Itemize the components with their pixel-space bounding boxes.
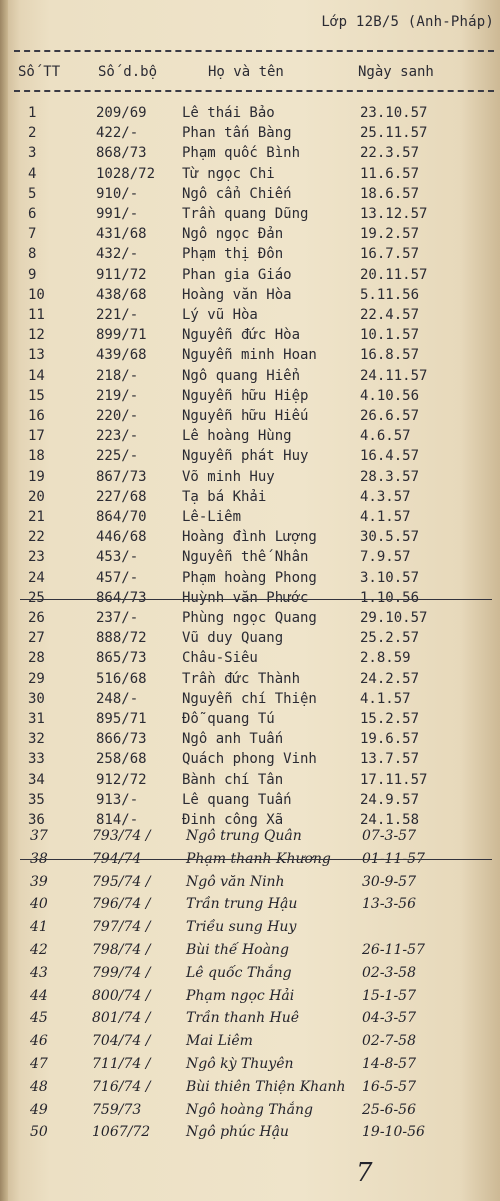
table-row: [0, 849, 500, 867]
row-stt: 33: [28, 751, 45, 768]
row-stt: 35: [28, 791, 45, 808]
row-dob: 15.2.57: [360, 711, 420, 727]
row-stt: 28: [28, 650, 45, 667]
table-row: [0, 791, 500, 809]
class-label: Lớp 12B/5 (Anh-Pháp): [321, 14, 494, 30]
row-name: Nguyễn minh Hoan: [182, 347, 317, 364]
row-so-dbo: 516/68: [96, 670, 147, 687]
row-stt: 49: [30, 1101, 48, 1118]
row-dob: 14-8-57: [362, 1056, 416, 1072]
table-row: [0, 940, 500, 958]
row-name: Phùng ngọc Quang: [182, 610, 317, 626]
row-dob: 19.2.57: [360, 226, 420, 243]
row-stt: 26: [28, 610, 45, 626]
row-dob: 16.7.57: [360, 246, 420, 263]
row-dob: 25-6-56: [362, 1101, 416, 1118]
row-dob: 22.3.57: [360, 145, 420, 162]
row-name: Mai Liêm: [186, 1033, 253, 1050]
row-dob: 25.2.57: [360, 630, 420, 647]
row-stt: 12: [28, 327, 45, 344]
row-so-dbo: 221/-: [96, 307, 139, 323]
row-so-dbo: 422/-: [96, 125, 139, 142]
row-name: Phạm ngọc Hải: [186, 987, 295, 1004]
header-name: Họ và tên: [208, 64, 284, 80]
row-name: Phạm thanh Khương: [186, 850, 331, 867]
row-dob: 4.6.57: [360, 428, 411, 445]
header-bottom-rule: [14, 90, 494, 92]
table-row: [0, 387, 500, 405]
row-name: Nguyễn hữu Hiệp: [182, 387, 309, 404]
row-so-dbo: 258/68: [96, 751, 147, 768]
row-name: Lê-Liêm: [182, 509, 242, 525]
table-row: [0, 225, 500, 243]
row-so-dbo: 797/74 /: [92, 919, 151, 936]
row-so-dbo: 796/74 /: [92, 896, 151, 913]
row-so-dbo: 795/74 /: [92, 873, 151, 890]
row-dob: 20.11.57: [360, 266, 428, 283]
row-so-dbo: 864/73: [96, 589, 147, 606]
row-name: Châu-Siêu: [182, 650, 258, 667]
row-stt: 50: [30, 1124, 48, 1141]
row-name: Hoàng đình Lượng: [182, 529, 317, 546]
row-dob: 3.10.57: [360, 569, 420, 586]
row-dob: 13-3-56: [362, 896, 416, 913]
row-stt: 15: [28, 387, 45, 404]
table-row: [0, 407, 500, 425]
row-dob: 29.10.57: [360, 610, 428, 626]
row-dob: 4.1.57: [360, 509, 411, 525]
row-stt: 10: [28, 286, 45, 303]
row-stt: 4: [28, 165, 37, 182]
row-name: Lê hoàng Hùng: [182, 428, 292, 445]
row-so-dbo: 457/-: [96, 569, 139, 586]
row-dob: 19-10-56: [362, 1124, 425, 1141]
table-row: [0, 826, 500, 844]
row-so-dbo: 438/68: [96, 286, 147, 303]
table-row: [0, 427, 500, 445]
row-dob: 07-3-57: [362, 828, 416, 844]
row-stt: 5: [28, 185, 37, 202]
table-row: [0, 165, 500, 183]
table-row: [0, 205, 500, 223]
row-name: Triều sung Huy: [186, 919, 297, 936]
row-name: Ngô quang Hiển: [182, 367, 301, 384]
table-row: [0, 548, 500, 566]
row-stt: 22: [28, 529, 45, 546]
row-name: Võ minh Huy: [182, 468, 275, 485]
row-stt: 8: [28, 246, 37, 263]
row-dob: 4.3.57: [360, 488, 411, 505]
row-so-dbo: 759/73: [92, 1101, 142, 1118]
row-dob: 02-3-58: [362, 964, 416, 981]
row-name: Trần đức Thành: [182, 670, 301, 687]
row-stt: 44: [30, 987, 48, 1004]
row-name: Lê quốc Thắng: [186, 964, 292, 981]
table-row: [0, 488, 500, 506]
row-name: Ngô ngọc Đản: [182, 226, 284, 243]
page-number: 7: [356, 1158, 373, 1188]
row-dob: 16.4.57: [360, 448, 420, 465]
table-row: [0, 286, 500, 304]
table-row: [0, 730, 500, 748]
row-stt: 47: [30, 1056, 48, 1072]
row-stt: 1: [28, 105, 37, 121]
row-name: Phạm thị Đôn: [182, 246, 284, 263]
row-so-dbo: 798/74 /: [92, 942, 151, 958]
row-so-dbo: 223/-: [96, 428, 139, 445]
row-dob: 11.6.57: [360, 165, 420, 182]
row-dob: 26.6.57: [360, 408, 420, 424]
row-stt: 2: [28, 125, 37, 142]
row-stt: 11: [28, 307, 45, 323]
row-stt: 40: [30, 896, 48, 913]
row-so-dbo: 225/-: [96, 448, 139, 465]
row-stt: 18: [28, 448, 45, 465]
row-name: Ngô trung Quân: [186, 828, 302, 844]
row-so-dbo: 912/72: [96, 771, 147, 788]
row-dob: 24.2.57: [360, 670, 420, 687]
row-name: Phạm quốc Bình: [182, 145, 301, 162]
row-so-dbo: 864/70: [96, 509, 147, 525]
row-dob: 17.11.57: [360, 771, 428, 788]
table-row: [0, 508, 500, 526]
row-name: Lê thái Bảo: [182, 105, 275, 121]
row-name: Đỗ quang Tú: [182, 711, 275, 727]
row-so-dbo: 801/74 /: [92, 1010, 151, 1027]
row-name: Trần quang Dũng: [182, 206, 309, 222]
row-so-dbo: 868/73: [96, 145, 147, 162]
row-stt: 43: [30, 964, 48, 981]
row-stt: 41: [30, 919, 48, 936]
row-dob: 1.10.56: [360, 589, 420, 606]
table-row: [0, 670, 500, 688]
table-row: [0, 367, 500, 385]
table-row: [0, 468, 500, 486]
header-top-rule: [14, 50, 494, 52]
table-row: [0, 690, 500, 708]
row-name: Ngô kỳ Thuyên: [186, 1056, 294, 1072]
row-so-dbo: 432/-: [96, 246, 139, 263]
row-name: Quách phong Vinh: [182, 751, 317, 768]
row-dob: 15-1-57: [362, 987, 416, 1004]
row-so-dbo: 711/74 /: [92, 1056, 151, 1072]
row-stt: 29: [28, 670, 45, 687]
row-dob: 4.10.56: [360, 387, 420, 404]
row-stt: 7: [28, 226, 37, 243]
row-name: Nguyễn đức Hòa: [182, 327, 301, 344]
table-row: [0, 771, 500, 789]
table-row: [0, 649, 500, 667]
row-so-dbo: 799/74 /: [92, 964, 151, 981]
row-dob: 28.3.57: [360, 468, 420, 485]
table-row: [0, 346, 500, 364]
row-so-dbo: 431/68: [96, 226, 147, 243]
row-so-dbo: 867/73: [96, 468, 147, 485]
row-dob: 13.12.57: [360, 206, 428, 222]
row-so-dbo: 248/-: [96, 690, 139, 707]
row-name: Nguyễn hữu Hiếu: [182, 408, 309, 424]
table-row: [0, 528, 500, 546]
row-stt: 21: [28, 509, 45, 525]
row-so-dbo: 913/-: [96, 791, 139, 808]
row-dob: 02-7-58: [362, 1033, 416, 1050]
row-dob: 18.6.57: [360, 185, 420, 202]
row-stt: 16: [28, 408, 45, 424]
table-row: [0, 986, 500, 1004]
strikethrough-line: [20, 599, 492, 600]
row-so-dbo: 219/-: [96, 387, 139, 404]
header-dob: Ngày sanh: [358, 64, 434, 80]
row-stt: 24: [28, 569, 45, 586]
row-so-dbo: 716/74 /: [92, 1078, 151, 1095]
row-stt: 37: [30, 828, 48, 844]
row-dob: 2.8.59: [360, 650, 411, 667]
row-stt: 19: [28, 468, 45, 485]
row-name: Tạ bá Khải: [182, 488, 267, 505]
row-dob: 16-5-57: [362, 1078, 416, 1095]
row-dob: 24.11.57: [360, 367, 428, 384]
row-name: Trần trung Hậu: [186, 896, 298, 913]
table-row: [0, 872, 500, 890]
row-so-dbo: 218/-: [96, 367, 139, 384]
table-row: [0, 104, 500, 122]
table-row: [0, 447, 500, 465]
table-row: [0, 326, 500, 344]
row-dob: 13.7.57: [360, 751, 420, 768]
row-so-dbo: 227/68: [96, 488, 147, 505]
row-dob: 04-3-57: [362, 1010, 416, 1027]
row-stt: 34: [28, 771, 45, 788]
row-so-dbo: 899/71: [96, 327, 147, 344]
table-row: [0, 569, 500, 587]
row-dob: 19.6.57: [360, 731, 420, 748]
row-name: Nguyễn thế Nhân: [182, 549, 309, 566]
row-so-dbo: 910/-: [96, 185, 139, 202]
row-dob: 30-9-57: [362, 873, 416, 890]
table-row: [0, 1077, 500, 1095]
row-dob: 26-11-57: [362, 942, 425, 958]
row-so-dbo: 814/-: [96, 812, 139, 828]
table-row: [0, 629, 500, 647]
row-name: Nguyễn phát Huy: [182, 448, 309, 465]
row-stt: 32: [28, 731, 45, 748]
row-name: Trần thanh Huê: [186, 1010, 300, 1027]
table-row: [0, 609, 500, 627]
row-so-dbo: 895/71: [96, 711, 147, 727]
row-dob: 4.1.57: [360, 690, 411, 707]
row-dob: 01-11-57: [362, 850, 425, 867]
row-name: Ngô anh Tuấn: [182, 731, 284, 748]
row-name: Phạm hoàng Phong: [182, 569, 317, 586]
row-dob: 16.8.57: [360, 347, 420, 364]
table-row: [0, 710, 500, 728]
row-so-dbo: 446/68: [96, 529, 147, 546]
table-row: [0, 124, 500, 142]
row-stt: 27: [28, 630, 45, 647]
header-stt: Số TT: [18, 64, 61, 80]
header-so-dbo: Số d.bộ: [98, 64, 158, 80]
row-stt: 48: [30, 1078, 48, 1095]
row-name: Ngô hoàng Thắng: [186, 1101, 313, 1118]
row-stt: 36: [28, 812, 45, 828]
row-stt: 39: [30, 873, 48, 890]
row-so-dbo: 209/69: [96, 105, 147, 121]
table-row: [0, 750, 500, 768]
row-so-dbo: 793/74 /: [92, 828, 151, 844]
row-so-dbo: 866/73: [96, 731, 147, 748]
row-name: Phan tấn Bàng: [182, 125, 292, 142]
row-so-dbo: 865/73: [96, 650, 147, 667]
row-dob: 10.1.57: [360, 327, 420, 344]
table-row: [0, 144, 500, 162]
table-row: [0, 589, 500, 607]
row-stt: 30: [28, 690, 45, 707]
row-name: Ngô văn Ninh: [186, 873, 285, 890]
row-dob: 30.5.57: [360, 529, 420, 546]
row-stt: 25: [28, 589, 45, 606]
row-dob: 24.9.57: [360, 791, 420, 808]
row-name: Ngô cẩn Chiến: [182, 185, 292, 202]
row-name: Lê quang Tuấn: [182, 791, 292, 808]
row-stt: 31: [28, 711, 45, 727]
row-stt: 46: [30, 1033, 48, 1050]
row-so-dbo: 888/72: [96, 630, 147, 647]
row-so-dbo: 991/-: [96, 206, 139, 222]
row-name: Bành chí Tân: [182, 771, 284, 788]
table-row: [0, 1054, 500, 1072]
row-name: Phan gia Giáo: [182, 266, 292, 283]
row-dob: 22.4.57: [360, 307, 420, 323]
row-so-dbo: 911/72: [96, 266, 147, 283]
row-dob: 24.1.58: [360, 812, 420, 828]
row-so-dbo: 794/74: [92, 850, 142, 867]
row-dob: 7.9.57: [360, 549, 411, 566]
row-stt: 13: [28, 347, 45, 364]
row-stt: 23: [28, 549, 45, 566]
row-so-dbo: 453/-: [96, 549, 139, 566]
row-dob: 25.11.57: [360, 125, 428, 142]
row-dob: 23.10.57: [360, 105, 428, 121]
row-name: Từ ngọc Chi: [182, 165, 275, 182]
table-row: [0, 1031, 500, 1049]
row-so-dbo: 704/74 /: [92, 1033, 151, 1050]
row-name: Đinh công Xã: [182, 812, 284, 828]
table-row: [0, 894, 500, 912]
row-stt: 38: [30, 850, 48, 867]
row-so-dbo: 439/68: [96, 347, 147, 364]
table-row: [0, 963, 500, 981]
table-row: [0, 1100, 500, 1118]
row-name: Vũ duy Quang: [182, 630, 284, 647]
row-stt: 6: [28, 206, 37, 222]
row-stt: 20: [28, 488, 45, 505]
table-row: [0, 917, 500, 935]
row-name: Bùi thiên Thiện Khanh: [186, 1078, 346, 1095]
row-stt: 14: [28, 367, 45, 384]
row-so-dbo: 800/74 /: [92, 987, 151, 1004]
row-so-dbo: 1028/72: [96, 165, 156, 182]
row-name: Bùi thế Hoàng: [186, 942, 289, 958]
table-row: [0, 306, 500, 324]
row-stt: 9: [28, 266, 37, 283]
row-name: Ngô phúc Hậu: [186, 1124, 289, 1141]
row-name: Lý vũ Hòa: [182, 307, 258, 323]
row-name: Nguyễn chí Thiện: [182, 690, 317, 707]
strikethrough-line: [20, 859, 492, 860]
row-so-dbo: 1067/72: [92, 1124, 151, 1141]
row-dob: 5.11.56: [360, 286, 420, 303]
table-row: [0, 1122, 500, 1140]
row-stt: 42: [30, 942, 48, 958]
row-name: Hoàng văn Hòa: [182, 286, 292, 303]
row-so-dbo: 220/-: [96, 408, 139, 424]
table-row: [0, 1008, 500, 1026]
row-stt: 3: [28, 145, 37, 162]
row-so-dbo: 237/-: [96, 610, 139, 626]
row-name: Huỳnh văn Phước: [182, 589, 309, 606]
row-stt: 45: [30, 1010, 48, 1027]
table-row: [0, 266, 500, 284]
table-row: [0, 245, 500, 263]
table-row: [0, 185, 500, 203]
row-stt: 17: [28, 428, 45, 445]
